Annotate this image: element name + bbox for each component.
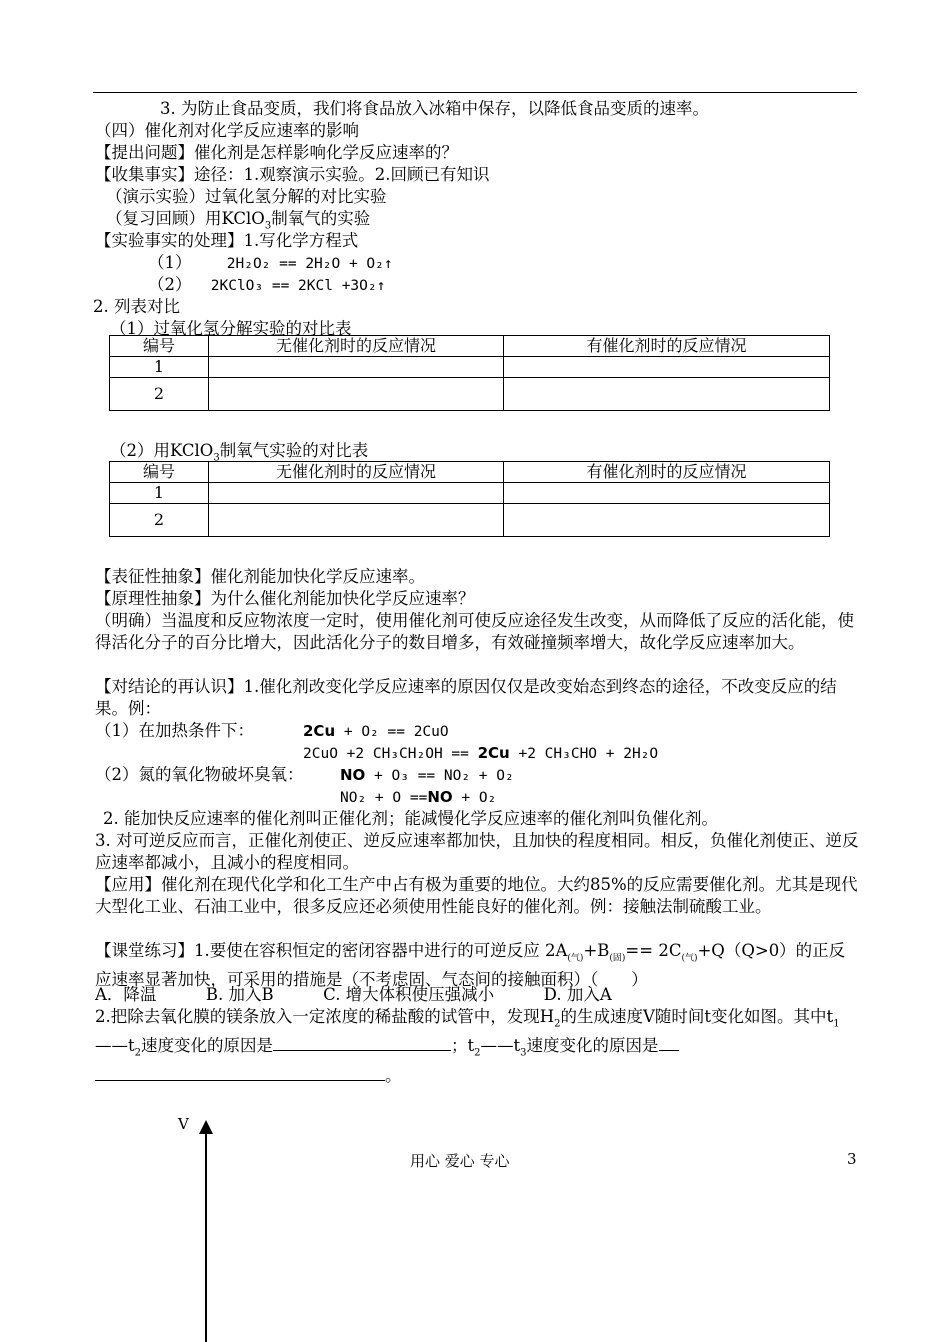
text-line: 3. 为防止食品变质，我们将食品放入冰箱中保存，以降低食品变质的速率。	[160, 99, 709, 118]
table-cell: 1	[110, 357, 209, 378]
graph-y-axis	[205, 1130, 207, 1342]
graph-y-label: V	[178, 1115, 189, 1133]
comparison-table-2	[109, 461, 830, 537]
answer-blank[interactable]	[273, 1050, 451, 1051]
equation-line: 2CuO +2 CH₃CH₂OH == 2Cu +2 CH₃CHO + 2H₂O	[303, 744, 659, 762]
text-line: 2. 列表对比	[93, 297, 180, 316]
equation-line: NO₂ + O ==NO + O₂	[340, 788, 497, 806]
table-cell: 2	[110, 504, 209, 537]
text-line: （1）在加热条件下：	[95, 721, 254, 740]
table-cell	[504, 357, 830, 378]
equation-line: （1） 2H₂O₂ == 2H₂O + O₂↑	[148, 253, 393, 272]
page-number: 3	[847, 1150, 857, 1168]
text-line: （复习回顾）用KClO$_3$制氧气的实验	[106, 209, 371, 232]
table-caption: （1）过氧化氢分解实验的对比表	[110, 319, 352, 338]
header-rule	[93, 92, 857, 93]
text-line: 【表征性抽象】催化剂能加快化学反应速率。	[95, 567, 425, 586]
text-line: （2）氮的氧化物破坏臭氧：	[95, 765, 304, 784]
text-line: 【原理性抽象】为什么催化剂能加快化学反应速率？	[95, 589, 475, 608]
table-cell	[504, 483, 830, 504]
table-header: 编号	[110, 336, 209, 357]
section-heading: （四）催化剂对化学反应速率的影响	[95, 121, 359, 140]
equation-line: 2Cu + O₂ == 2CuO	[303, 722, 449, 740]
exercise-question: 2.把除去氧化膜的镁条放入一定浓度的稀盐酸的试管中，发现$H_2$的生成速度V随时间t变化如图。其中$t_1——t_2$速度变化的原因是 ；$t_2——t_3$速度变化的原因是。	[95, 1007, 840, 1085]
footer-text: 用心 爱心 专心	[410, 1152, 510, 1170]
paragraph: 3. 对可逆反应而言，正催化剂使正、逆反应速率都加快，且加快的程度相同。相反，负催化剂使正、逆反应速率都减小，且减小的程度相同。	[95, 831, 859, 872]
text-line: 【收集事实】途径：1.观察演示实验。2.回顾已有知识	[95, 165, 490, 184]
exercise-question: 【课堂练习】1.要使在容积恒定的密闭容器中进行的可逆反应 $2A_{(气)}+B_{(固)}== 2C_{(气)}+Q(Q>0)$的正反应速率显著加快，可采用的措施是（不考虑固、气态间的接触面积）（ ）	[95, 941, 846, 990]
answer-options: A．降温 B. 加入B C. 增大体积使压强减小 D. 加入A	[95, 985, 612, 1004]
text-line: 【实验事实的处理】1.写化学方程式	[95, 231, 359, 250]
equation-line: NO + O₃ == NO₂ + O₂	[340, 766, 514, 784]
table-cell: 1	[110, 483, 209, 504]
table-header: 无催化剂时的反应情况	[209, 462, 504, 483]
equation-line: （2） 2KClO₃ == 2KCl +3O₂↑	[148, 275, 386, 294]
table-header: 有催化剂时的反应情况	[504, 462, 830, 483]
answer-blank[interactable]	[95, 1080, 385, 1081]
table-cell	[209, 483, 504, 504]
paragraph: 【对结论的再认识】1.催化剂改变化学反应速率的原因仅仅是改变始态到终态的途径，不改变反应的结果。例：	[95, 677, 837, 718]
table-cell	[209, 504, 504, 537]
table-cell	[209, 378, 504, 411]
text-line: 2. 能加快反应速率的催化剂叫正催化剂；能减慢化学反应速率的催化剂叫负催化剂。	[103, 809, 718, 828]
table-cell	[209, 357, 504, 378]
table-cell	[504, 378, 830, 411]
paragraph: （明确）当温度和反应物浓度一定时，使用催化剂可使反应途径发生改变，从而降低了反应的活化能，使得活化分子的百分比增大，因此活化分子的数目增多，有效碰撞频率增大，故化学反应速率加大。	[95, 611, 854, 652]
text-line: 【提出问题】催化剂是怎样影响化学反应速率的？	[95, 143, 458, 162]
comparison-table-1	[109, 335, 830, 411]
table-header: 有催化剂时的反应情况	[504, 336, 830, 357]
table-header: 无催化剂时的反应情况	[209, 336, 504, 357]
table-cell: 2	[110, 378, 209, 411]
answer-blank[interactable]	[659, 1050, 679, 1051]
table-cell	[504, 504, 830, 537]
table-header: 编号	[110, 462, 209, 483]
table-caption: （2）用KClO$_3$制氧气实验的对比表	[110, 441, 369, 464]
paragraph: 【应用】催化剂在现代化学和化工生产中占有极为重要的地位。大约85%的反应需要催化剂。尤其是现代大型化工业、石油工业中，很多反应还必须使用性能良好的催化剂。例：接触法制硫酸工业。	[95, 875, 858, 916]
text-line: （演示实验）过氧化氢分解的对比实验	[106, 187, 387, 206]
